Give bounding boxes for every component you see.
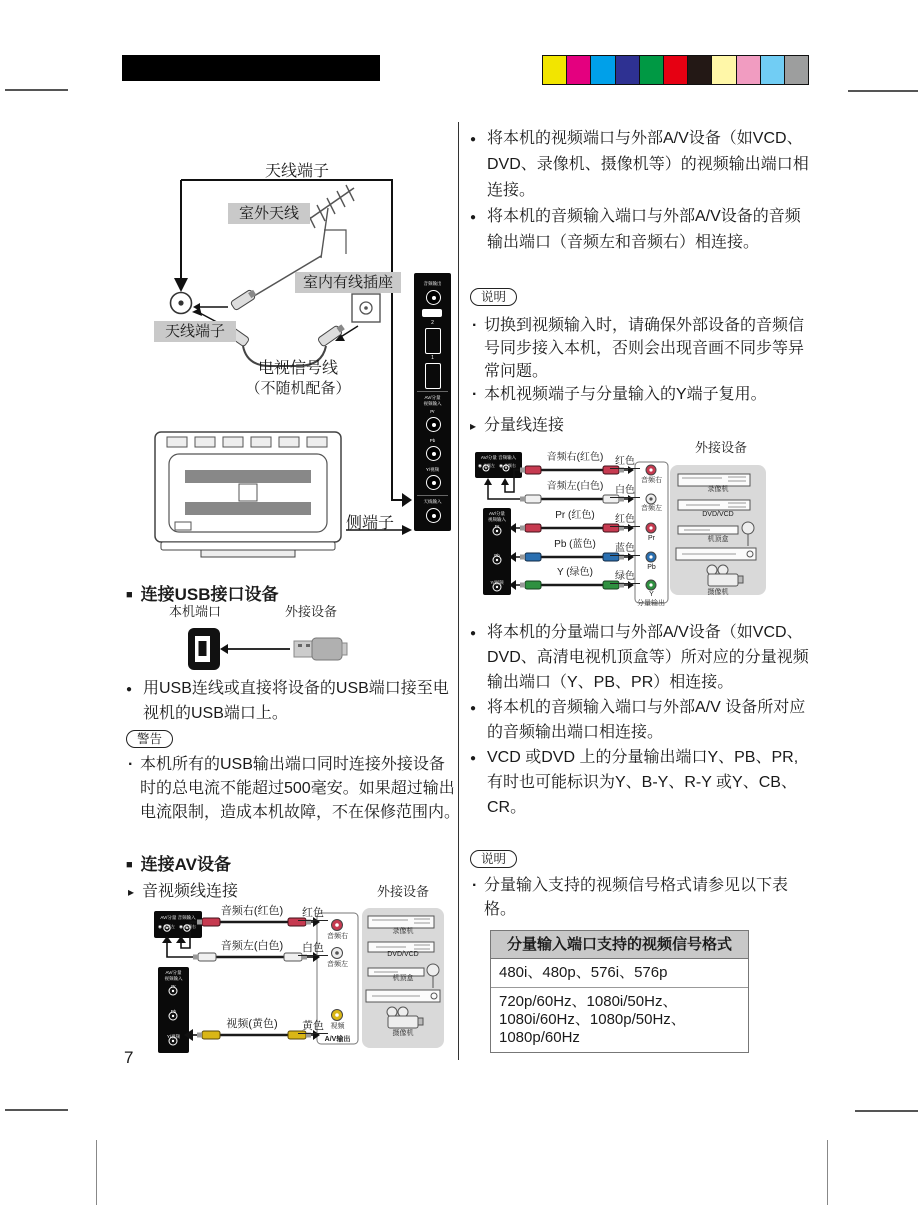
device-stb-label: 机顶盒 bbox=[392, 975, 414, 982]
signal-format-table bbox=[490, 930, 749, 1053]
comp-device-vcr-label: 录像机 bbox=[707, 486, 729, 493]
color-swatch bbox=[590, 55, 615, 85]
audio-out-jack bbox=[426, 290, 441, 305]
antenna-in-label: 天线输入 bbox=[423, 499, 442, 504]
side-terminal-label: 侧端子 bbox=[346, 515, 395, 532]
table-intro: · 分量输入支持的视频信号格式请参见以下表格。 bbox=[470, 874, 812, 922]
device-camcorder-label: 摄像机 bbox=[392, 1030, 414, 1037]
comp-device-dvd-label: DVD/VCD bbox=[702, 511, 734, 518]
component-bullet-3: ● VCD 或DVD 上的分量输出端口Y、PB、PR, 有时也可能标识为Y、B-Y、R-Y 或Y、CB、CR。 bbox=[470, 745, 812, 820]
comp-panel-pr-label: Pr bbox=[494, 524, 500, 529]
usb-bullet: ● 用USB连线或直接将设备的USB端口接至电视机的USB端口上。 bbox=[126, 676, 458, 726]
comp-out-label-1: 音频右 bbox=[641, 477, 662, 484]
external-devices-label-2: 外接设备 bbox=[694, 440, 747, 455]
color-swatch bbox=[711, 55, 736, 85]
y-video-label: Y/视频 bbox=[425, 467, 440, 472]
color-word-yellow: 黄色 bbox=[298, 1020, 328, 1034]
comp-out-label-4: Pb bbox=[647, 564, 656, 571]
component-bullets bbox=[470, 620, 812, 820]
comp-cable-label-3: Pr (红色) bbox=[555, 510, 595, 521]
side-terminal-arrow bbox=[344, 518, 416, 536]
comp-color-word-4: 蓝色 bbox=[610, 543, 640, 556]
pb-label: Pb bbox=[429, 438, 436, 443]
av-video-in-panel-title1: AV/分量 bbox=[165, 970, 182, 975]
av-audio-in-panel-title: AV/分量 音频输入 bbox=[160, 915, 196, 920]
warning-badge-wrap bbox=[126, 730, 173, 748]
comp-cable-label-2: 音频左(白色) bbox=[546, 481, 604, 492]
av-output-label: A/V输出 bbox=[324, 1036, 351, 1043]
av-video-in-panel-title2: 视频输入 bbox=[164, 976, 183, 981]
comp-cable-label-4: Pb (蓝色) bbox=[554, 539, 596, 550]
comp-out-label-2: 音频左 bbox=[641, 505, 662, 512]
note-badge-2: 说明 bbox=[470, 850, 517, 868]
page-number: 7 bbox=[124, 1048, 134, 1067]
comp-device-camcorder-label: 摄像机 bbox=[707, 589, 729, 596]
comp-cable-label-5: Y (绿色) bbox=[557, 567, 593, 578]
usb-port-2 bbox=[425, 328, 441, 354]
color-swatch bbox=[615, 55, 640, 85]
av-section-heading: ■ 连接AV设备 bbox=[126, 850, 231, 875]
color-swatch bbox=[687, 55, 712, 85]
notes bbox=[470, 314, 812, 406]
reg-mark bbox=[827, 1140, 828, 1205]
note-badge-wrap bbox=[470, 288, 517, 306]
comp-color-word-1: 红色 bbox=[610, 456, 640, 469]
external-device-label: 外接设备 bbox=[284, 604, 337, 619]
panel-pr-label: Pr bbox=[171, 984, 176, 989]
color-swatch bbox=[542, 55, 567, 85]
comp-audio-left-jack-label: ◉ 音频左 bbox=[478, 463, 495, 469]
pr-jack bbox=[426, 417, 441, 432]
cable-label-audio-left: 音频左(白色) bbox=[220, 940, 284, 952]
intro-bullet-2: ● 将本机的音频输入端口与外部A/V设备的音频输出端口（音频左和音频右）相连接。 bbox=[470, 204, 812, 256]
cable-label-audio-right: 音频右(红色) bbox=[220, 905, 284, 917]
usb-section-heading: ■ 连接USB接口设备 bbox=[126, 580, 279, 605]
divider bbox=[417, 495, 448, 496]
usb-warning-text: · 本机所有的USB输出端口同时连接外接设备时的总电流不能超过500毫安。如果超过输出电流限制，造成本机故障，不在保修范围内。 bbox=[126, 753, 460, 825]
usb-bullet-list bbox=[126, 676, 458, 726]
comp-audio-right-jack-label: ◉ 音频右 bbox=[499, 463, 516, 469]
component-output-label: 分量输出 bbox=[637, 600, 665, 607]
tv-side-panel bbox=[414, 273, 451, 531]
comp-panel-y-label: Y/视频 bbox=[490, 580, 504, 585]
out-audio-right-label: 音频右 bbox=[327, 933, 348, 940]
comp-video-in-panel-title2: 视频输入 bbox=[488, 517, 506, 522]
component-bullet-1: ● 将本机的分量端口与外部A/V设备（如VCD、DVD、高清电视机顶盒等）所对应的分量视频输出端口（Y、PB、PR）相连接。 bbox=[470, 620, 812, 695]
comp-out-label-5: Y bbox=[649, 591, 654, 598]
color-swatch bbox=[784, 55, 809, 85]
device-vcr-label: 录像机 bbox=[392, 928, 414, 935]
table-header: 分量输入端口支持的视频信号格式 bbox=[491, 931, 748, 959]
intro-bullet-1: ● 将本机的视频端口与外部A/V设备（如VCD、DVD、录像机、摄像机等）的视频输出端口相连接。 bbox=[470, 126, 812, 204]
antenna-in-jack bbox=[426, 508, 441, 523]
antenna-terminal-label: 天线端子 bbox=[154, 321, 236, 342]
outdoor-antenna-label: 室外天线 bbox=[228, 203, 310, 224]
component-bullet-2: ● 将本机的音频输入端口与外部A/V 设备所对应的音频输出端口相连接。 bbox=[470, 695, 812, 745]
color-swatch bbox=[566, 55, 591, 85]
color-swatch bbox=[760, 55, 785, 85]
usb-warning-text-wrap bbox=[126, 753, 460, 825]
comp-video-in-panel-title1: AV/分量 bbox=[489, 511, 505, 516]
panel-y-label: Y/视频 bbox=[166, 1034, 181, 1039]
antenna-top-label: 天线端子 bbox=[264, 163, 329, 180]
comp-panel-pb-label: Pb bbox=[494, 553, 500, 558]
comp-audio-in-panel-title: AV/分量 音频输入 bbox=[480, 455, 517, 460]
table-row-1: 480i、480p、576i、576p bbox=[491, 959, 748, 988]
audio-right-jack-label: ◉ 音频右 bbox=[179, 924, 196, 930]
pb-jack bbox=[426, 446, 441, 461]
audio-left-jack-label: ◉ 音频左 bbox=[158, 924, 175, 930]
usb-icon bbox=[422, 309, 442, 317]
note-badge-2-wrap bbox=[470, 850, 517, 868]
panel-pb-label: Pb bbox=[170, 1009, 177, 1014]
av-component-input-label: AV/分量 bbox=[424, 395, 441, 400]
reg-mark bbox=[5, 89, 68, 91]
external-devices-label: 外接设备 bbox=[376, 884, 429, 899]
comp-color-word-3: 红色 bbox=[610, 514, 640, 527]
local-port-label: 本机端口 bbox=[168, 604, 221, 619]
tv-signal-cable-label: 电视信号线 bbox=[257, 360, 338, 377]
tv-signal-cable-note: （不随机配备） bbox=[245, 380, 351, 397]
note-badge: 说明 bbox=[470, 288, 517, 306]
tv-rear-view bbox=[153, 430, 343, 558]
component-cable-heading: ▸ 分量线连接 bbox=[470, 412, 564, 435]
out-audio-left-label: 音频左 bbox=[327, 961, 348, 968]
divider bbox=[417, 391, 448, 392]
note-2: · 本机视频端子与分量输入的Y端子复用。 bbox=[470, 383, 812, 406]
reg-mark bbox=[848, 90, 918, 92]
intro-bullets bbox=[470, 126, 812, 256]
print-black-bar bbox=[122, 55, 380, 81]
usb-port-1 bbox=[425, 363, 441, 389]
y-video-jack bbox=[426, 475, 441, 490]
out-video-label: 视频 bbox=[330, 1023, 345, 1030]
av-component-input-label2: 视频输入 bbox=[423, 401, 442, 406]
color-calibration-strip bbox=[543, 55, 809, 85]
table-row-2: 720p/60Hz、1080i/50Hz、1080i/60Hz、1080p/50Hz、1080p/60Hz bbox=[499, 993, 686, 1046]
comp-device-stb-label: 机顶盒 bbox=[707, 536, 729, 543]
usb-port-1-label: 1 bbox=[431, 355, 434, 361]
usb-connection-diagram bbox=[180, 618, 360, 676]
color-swatch bbox=[663, 55, 688, 85]
reg-mark bbox=[96, 1140, 97, 1205]
note-1: · 切换到视频输入时，请确保外部设备的音频信号同步接入本机，否则会出现音画不同步等异常问题。 bbox=[470, 314, 812, 383]
warning-badge: 警告 bbox=[126, 730, 173, 748]
comp-color-word-5: 绿色 bbox=[610, 571, 640, 584]
comp-cable-label-1: 音频右(红色) bbox=[546, 452, 604, 463]
table-intro-wrap bbox=[470, 874, 812, 922]
usb-port-2-label: 2 bbox=[431, 320, 434, 326]
av-cable-subheading: ▸ 音视频线连接 bbox=[128, 878, 238, 901]
device-dvd-label: DVD/VCD bbox=[387, 951, 419, 958]
comp-color-word-2: 白色 bbox=[610, 485, 640, 498]
color-word-white: 白色 bbox=[298, 942, 328, 956]
color-swatch bbox=[736, 55, 761, 85]
pr-label: Pr bbox=[430, 409, 435, 414]
color-word-red: 红色 bbox=[298, 907, 328, 921]
cable-label-video: 视频(黄色) bbox=[226, 1018, 278, 1030]
color-swatch bbox=[639, 55, 664, 85]
reg-mark bbox=[855, 1110, 918, 1112]
indoor-socket-label: 室内有线插座 bbox=[295, 272, 401, 293]
reg-mark bbox=[5, 1109, 68, 1111]
audio-out-port-label: 音频输出 bbox=[423, 281, 442, 286]
comp-out-label-3: Pr bbox=[648, 535, 655, 542]
